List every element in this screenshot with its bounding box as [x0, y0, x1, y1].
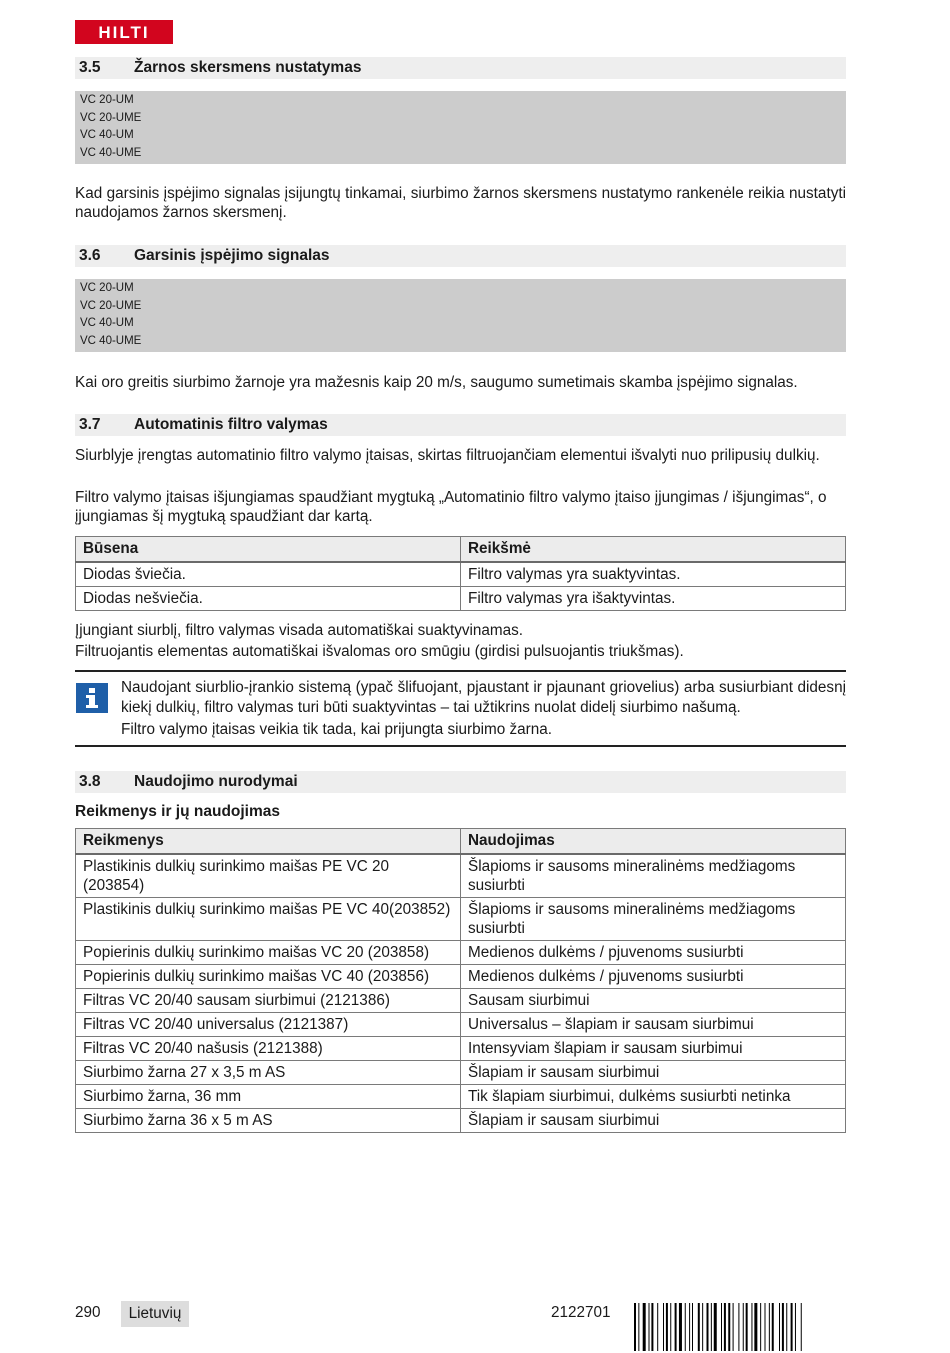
- table-cell: Diodas nešviečia.: [76, 587, 461, 611]
- model-item: VC 40-UME: [80, 334, 142, 347]
- barcode-bar: [724, 1303, 726, 1351]
- table-cell: Popierinis dulkių surinkimo maišas VC 40 (203856): [76, 965, 461, 989]
- table-cell: Šlapiam ir sausam siurbimui: [461, 1109, 846, 1133]
- model-list-3-6: [75, 279, 846, 352]
- model-list-3-5: [75, 91, 846, 164]
- barcode-bar: [721, 1303, 722, 1351]
- barcode-bar: [670, 1303, 671, 1351]
- model-item: VC 20-UME: [80, 299, 142, 312]
- barcode-bar: [692, 1303, 693, 1351]
- section-number: 3.6: [79, 247, 101, 264]
- barcode-bar: [751, 1303, 752, 1351]
- barcode-bar: [638, 1303, 639, 1351]
- paragraph-3-5: Kad garsinis įspėjimo signalas įsijungtų tinkamai, siurbimo žarnos skersmens nustatymo rankenėle reikia nustatyti naudojamos žarnos skersmenį.: [75, 185, 846, 221]
- barcode-bar: [772, 1303, 774, 1351]
- barcode-bar: [651, 1303, 653, 1351]
- table-cell: Tik šlapiam siurbimui, dulkėms susiurbti netinka: [461, 1085, 846, 1109]
- barcode-bar: [738, 1303, 739, 1351]
- barcode-bar: [634, 1303, 636, 1351]
- accessories-subheading: Reikmenys ir jų naudojimas: [75, 803, 281, 820]
- barcode-bar: [698, 1303, 700, 1351]
- page-number: 290: [75, 1304, 101, 1321]
- info-note: [121, 678, 846, 742]
- section-number: 3.8: [79, 773, 101, 790]
- table-cell: Siurbimo žarna 27 x 3,5 m AS: [76, 1061, 461, 1085]
- accessories-table: [75, 828, 846, 1133]
- table-row: [76, 898, 846, 941]
- barcode-bar: [786, 1303, 787, 1351]
- model-item: VC 20-UME: [80, 111, 142, 124]
- barcode-bar: [707, 1303, 709, 1351]
- section-title: Žarnos skersmens nustatymas: [134, 59, 362, 76]
- barcode: [634, 1303, 846, 1351]
- table-row: [76, 587, 846, 611]
- table-cell: Medienos dulkėms / pjuvenoms susiurbti: [461, 965, 846, 989]
- table-row: [76, 854, 846, 898]
- barcode-bar: [663, 1303, 664, 1351]
- section-title: Naudojimo nurodymai: [134, 773, 298, 790]
- note-bottom-rule: [75, 745, 846, 747]
- barcode-bar: [765, 1303, 766, 1351]
- barcode-bar: [675, 1303, 677, 1351]
- table-header-row: [76, 537, 846, 563]
- table-row: [76, 1061, 846, 1085]
- table-cell: Filtras VC 20/40 universalus (2121387): [76, 1013, 461, 1037]
- barcode-bar: [782, 1303, 784, 1351]
- note-top-rule: [75, 670, 846, 672]
- model-item: VC 40-UM: [80, 129, 134, 142]
- table-row: [76, 1037, 846, 1061]
- barcode-bar: [643, 1303, 646, 1351]
- section-number: 3.7: [79, 416, 101, 433]
- section-number: 3.5: [79, 59, 101, 76]
- table-cell: Plastikinis dulkių surinkimo maišas PE VC 40(203852): [76, 898, 461, 941]
- barcode-bar: [702, 1303, 703, 1351]
- barcode-bar: [649, 1303, 650, 1351]
- paragraph-3-7-b: Filtro valymo įtaisas išjungiamas spaudžiant mygtuką „Automatinio filtro valymo įtaiso įjungimas / išjungimas“, o įjungiamas šį mygtuką spaudžiant dar kartą.: [75, 489, 827, 525]
- table-cell: Popierinis dulkių surinkimo maišas VC 20 (203858): [76, 941, 461, 965]
- barcode-bar: [711, 1303, 712, 1351]
- table-header-cell: Naudojimas: [461, 829, 846, 855]
- section-heading-3-5: [75, 57, 846, 79]
- barcode-bar: [760, 1303, 761, 1351]
- paragraph-3-6: Kai oro greitis siurbimo žarnoje yra mažesnis kaip 20 m/s, saugumo sumetimais skamba įspėjimo signalas.: [75, 374, 798, 391]
- table-header-cell: Reikmenys: [76, 829, 461, 855]
- table-cell: Filtras VC 20/40 sausam siurbimui (2121386): [76, 989, 461, 1013]
- language-badge: Lietuvių: [121, 1301, 189, 1327]
- barcode-bar: [657, 1303, 658, 1351]
- table-row: [76, 965, 846, 989]
- table-cell: Sausam siurbimui: [461, 989, 846, 1013]
- table-cell: Šlapiam ir sausam siurbimui: [461, 1061, 846, 1085]
- barcode-bar: [801, 1303, 802, 1351]
- table-header-cell: Būsena: [76, 537, 461, 563]
- barcode-bar: [679, 1303, 682, 1351]
- section-heading-3-6: [75, 245, 846, 267]
- document-code: 2122701: [551, 1304, 611, 1321]
- table-cell: Filtras VC 20/40 našusis (2121388): [76, 1037, 461, 1061]
- model-item: VC 20-UM: [80, 282, 134, 294]
- section-heading-3-7: [75, 414, 846, 436]
- table-row: [76, 1085, 846, 1109]
- table-header-row: [76, 829, 846, 855]
- led-status-table: [75, 536, 846, 611]
- section-title: Automatinis filtro valymas: [134, 416, 328, 433]
- table-cell: Intensyviam šlapiam ir sausam siurbimui: [461, 1037, 846, 1061]
- barcode-bar: [791, 1303, 793, 1351]
- table-row: [76, 562, 846, 587]
- table-cell: Medienos dulkėms / pjuvenoms susiurbti: [461, 941, 846, 965]
- barcode-bar: [714, 1303, 717, 1351]
- table-row: [76, 1013, 846, 1037]
- barcode-bar: [779, 1303, 780, 1351]
- barcode-bar: [685, 1303, 686, 1351]
- paragraph-3-7-a: Siurblyje įrengtas automatinio filtro valymo įtaisas, skirtas filtruojančiam elementui išvalyti nuo prilipusių dulkių.: [75, 447, 820, 464]
- table-header-cell: Reikšmė: [461, 537, 846, 563]
- model-item: VC 40-UME: [80, 146, 142, 159]
- table-cell: Diodas šviečia.: [76, 562, 461, 587]
- barcode-bar: [795, 1303, 796, 1351]
- table-cell: Šlapioms ir sausoms mineralinėms medžiagoms susiurbti: [461, 898, 846, 941]
- barcode-bar: [746, 1303, 748, 1351]
- table-cell: Plastikinis dulkių surinkimo maišas PE VC 20 (203854): [76, 854, 461, 898]
- barcode-bar: [769, 1303, 770, 1351]
- table-row: [76, 989, 846, 1013]
- model-item: VC 20-UM: [80, 94, 134, 106]
- hilti-logo: [75, 20, 173, 44]
- section-title: Garsinis įspėjimo signalas: [134, 247, 330, 264]
- note-paragraph: Filtro valymo įtaisas veikia tik tada, kai prijungta siurbimo žarna.: [121, 721, 553, 738]
- barcode-bar: [754, 1303, 757, 1351]
- table-cell: Šlapioms ir sausoms mineralinėms medžiagoms susiurbti: [461, 854, 846, 898]
- table-cell: Filtro valymas yra išaktyvintas.: [461, 587, 846, 611]
- barcode-bar: [733, 1303, 734, 1351]
- paragraph-3-7-c: Įjungiant siurblį, filtro valymas visada automatiškai suaktyvinamas.: [75, 622, 524, 639]
- table-cell: Filtro valymas yra suaktyvintas.: [461, 562, 846, 587]
- table-cell: Siurbimo žarna, 36 mm: [76, 1085, 461, 1109]
- barcode-bar: [689, 1303, 690, 1351]
- table-row: [76, 1109, 846, 1133]
- table-cell: Siurbimo žarna 36 x 5 m AS: [76, 1109, 461, 1133]
- hilti-logo-text: HILTI: [98, 23, 150, 42]
- model-item: VC 40-UM: [80, 317, 134, 330]
- paragraph-3-7-d: Filtruojantis elementas automatiškai išvalomas oro smūgiu (girdisi pulsuojantis triukšmas).: [75, 643, 684, 660]
- table-row: [76, 941, 846, 965]
- barcode-bar: [743, 1303, 744, 1351]
- section-heading-3-8: [75, 771, 846, 793]
- info-icon: [76, 683, 108, 713]
- barcode-bar: [666, 1303, 668, 1351]
- barcode-bar: [728, 1303, 730, 1351]
- note-paragraph: Naudojant siurblio-įrankio sistemą (ypač šlifuojant, pjaustant ir pjaunant griovelius) arba susiurbiant didesnį kiekį dulkių, filtro valymas turi būti suaktyvintas – tai užtikrins nuolat didelį siurbimo našumą.: [121, 679, 846, 716]
- table-cell: Universalus – šlapiam ir sausam siurbimui: [461, 1013, 846, 1037]
